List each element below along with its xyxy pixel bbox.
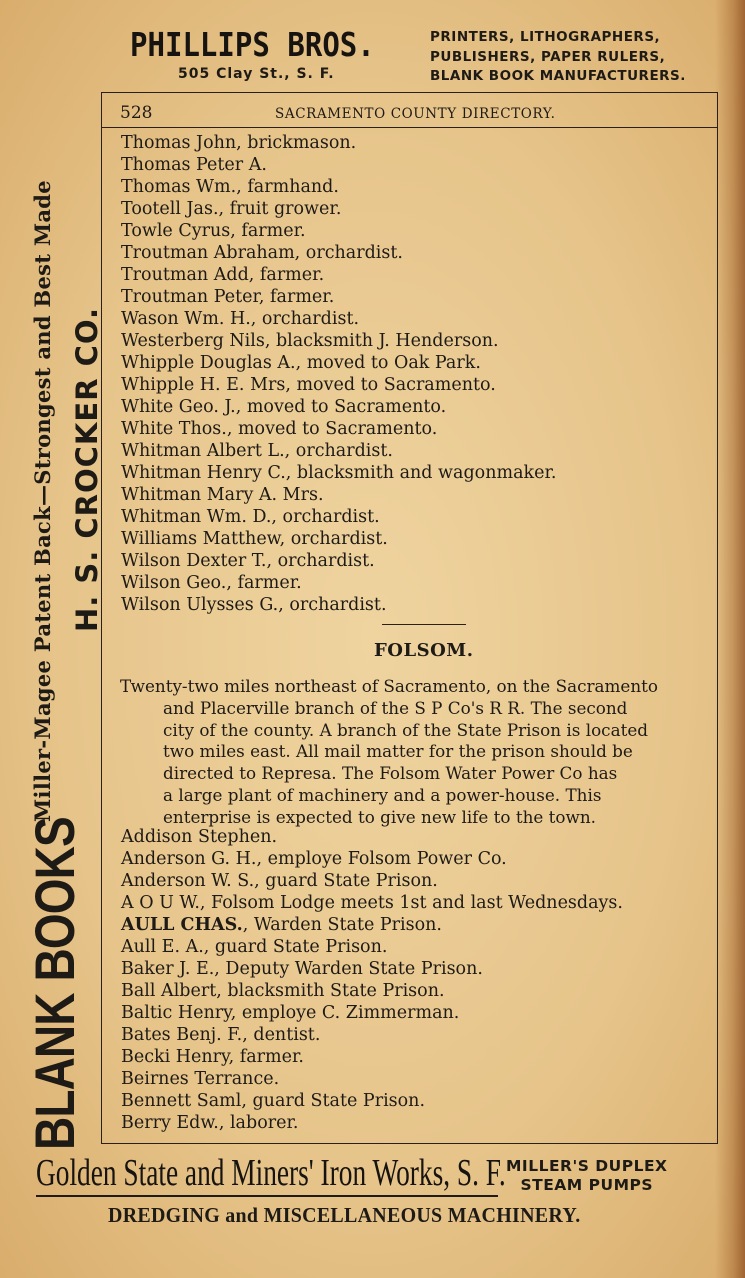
highlighted-detail: , Warden State Prison. xyxy=(242,915,442,935)
pumps-line: MILLER'S DUPLEX xyxy=(506,1157,668,1175)
header-rule xyxy=(102,127,717,128)
iron-works-ad: Golden State and Miners' Iron Works, S. F. xyxy=(36,1152,506,1194)
directory-entry: Towle Cyrus, farmer. xyxy=(121,221,306,241)
directory-entry: Whitman Mary A. Mrs. xyxy=(121,485,324,505)
directory-entry: Wilson Geo., farmer. xyxy=(121,573,302,593)
advertiser-address: 505 Clay St., S. F. xyxy=(178,66,335,82)
description-line: city of the county. A branch of the State Prison is located xyxy=(163,719,648,740)
directory-entry: Thomas John, brickmason. xyxy=(121,133,357,153)
section-divider xyxy=(382,624,466,625)
page-number: 528 xyxy=(120,103,153,123)
blank-books-ad: BLANK BOOKS xyxy=(23,817,86,1150)
miller-magee-tagline: Miller-Magee Patent Back—Strongest and Best Made xyxy=(30,180,55,822)
section-title: FOLSOM. xyxy=(374,640,474,661)
directory-entry: Troutman Abraham, orchardist. xyxy=(121,243,403,263)
directory-entry: White Geo. J., moved to Sacramento. xyxy=(121,397,447,417)
directory-entry: Beirnes Terrance. xyxy=(121,1069,280,1089)
directory-entry: Whitman Henry C., blacksmith and wagonmaker. xyxy=(121,463,557,483)
directory-entry: Berry Edw., laborer. xyxy=(121,1113,299,1133)
directory-entry: Whitman Albert L., orchardist. xyxy=(121,441,393,461)
directory-entry: Anderson G. H., employe Folsom Power Co. xyxy=(121,849,507,869)
service-line: PRINTERS, LITHOGRAPHERS, xyxy=(430,29,661,45)
directory-entry: Westerberg Nils, blacksmith J. Henderson. xyxy=(121,331,499,351)
page-edge-shadow xyxy=(715,0,745,1278)
directory-entry: Troutman Peter, farmer. xyxy=(121,287,335,307)
directory-entry: Bennett Saml, guard State Prison. xyxy=(121,1091,426,1111)
description-line: Twenty-two miles northeast of Sacramento, on the Sacramento xyxy=(120,676,658,696)
bottom-rule xyxy=(36,1195,498,1197)
directory-entries-continued xyxy=(121,132,556,616)
directory-entry: Wilson Dexter T., orchardist. xyxy=(121,551,375,571)
machinery-ad: DREDGING and MISCELLANEOUS MACHINERY. xyxy=(108,1203,581,1227)
side-advertisement xyxy=(0,0,104,1160)
directory-entry: Baltic Henry, employe C. Zimmerman. xyxy=(121,1003,460,1023)
directory-entry: Thomas Peter A. xyxy=(121,155,267,175)
description-line: directed to Represa. The Folsom Water Power Co has xyxy=(163,763,618,784)
directory-entry: Wilson Ulysses G., orchardist. xyxy=(121,595,387,615)
directory-entry: Baker J. E., Deputy Warden State Prison. xyxy=(121,959,483,979)
directory-entry: Tootell Jas., fruit grower. xyxy=(121,199,342,219)
directory-entry: Williams Matthew, orchardist. xyxy=(121,529,388,549)
directory-entry: Bates Benj. F., dentist. xyxy=(121,1025,321,1045)
directory-entry: Aull E. A., guard State Prison. xyxy=(121,937,388,957)
directory-entry: Whipple H. E. Mrs, moved to Sacramento. xyxy=(121,375,496,395)
steam-pumps-ad xyxy=(506,1157,668,1195)
directory-entry: Troutman Add, farmer. xyxy=(121,265,325,285)
description-line: a large plant of machinery and a power-house. This xyxy=(163,784,602,805)
top-advertisement xyxy=(130,22,720,92)
service-line: BLANK BOOK MANUFACTURERS. xyxy=(430,68,686,84)
directory-entry: Becki Henry, farmer. xyxy=(121,1047,304,1067)
crocker-co-ad: H. S. CROCKER CO. xyxy=(70,307,104,632)
pumps-line: STEAM PUMPS xyxy=(520,1176,654,1194)
folsom-directory-entries xyxy=(121,826,623,1134)
directory-entry: Thomas Wm., farmhand. xyxy=(121,177,339,197)
description-line: enterprise is expected to give new life to the town. xyxy=(163,806,597,827)
highlighted-name: AULL CHAS. xyxy=(121,915,243,935)
description-line: and Placerville branch of the S P Co's R R. The second xyxy=(163,697,628,718)
directory-entry: Wason Wm. H., orchardist. xyxy=(121,309,360,329)
directory-entry: Addison Stephen. xyxy=(121,827,278,847)
description-line: two miles east. All mail matter for the prison should be xyxy=(163,741,633,762)
directory-entry: A O U W., Folsom Lodge meets 1st and last Wednesdays. xyxy=(121,893,623,913)
directory-entry: Whipple Douglas A., moved to Oak Park. xyxy=(121,353,481,373)
service-line: PUBLISHERS, PAPER RULERS, xyxy=(430,48,666,65)
directory-entry: Ball Albert, blacksmith State Prison. xyxy=(121,981,445,1001)
running-head: SACRAMENTO COUNTY DIRECTORY. xyxy=(275,106,556,122)
directory-entry-highlighted xyxy=(121,914,623,936)
directory-entry: Anderson W. S., guard State Prison. xyxy=(121,871,438,891)
directory-entry: White Thos., moved to Sacramento. xyxy=(121,419,438,439)
directory-entry: Whitman Wm. D., orchardist. xyxy=(121,507,380,527)
section-description xyxy=(120,676,710,829)
advertiser-name: PHILLIPS BROS. xyxy=(130,25,375,64)
advertiser-services xyxy=(430,28,686,87)
